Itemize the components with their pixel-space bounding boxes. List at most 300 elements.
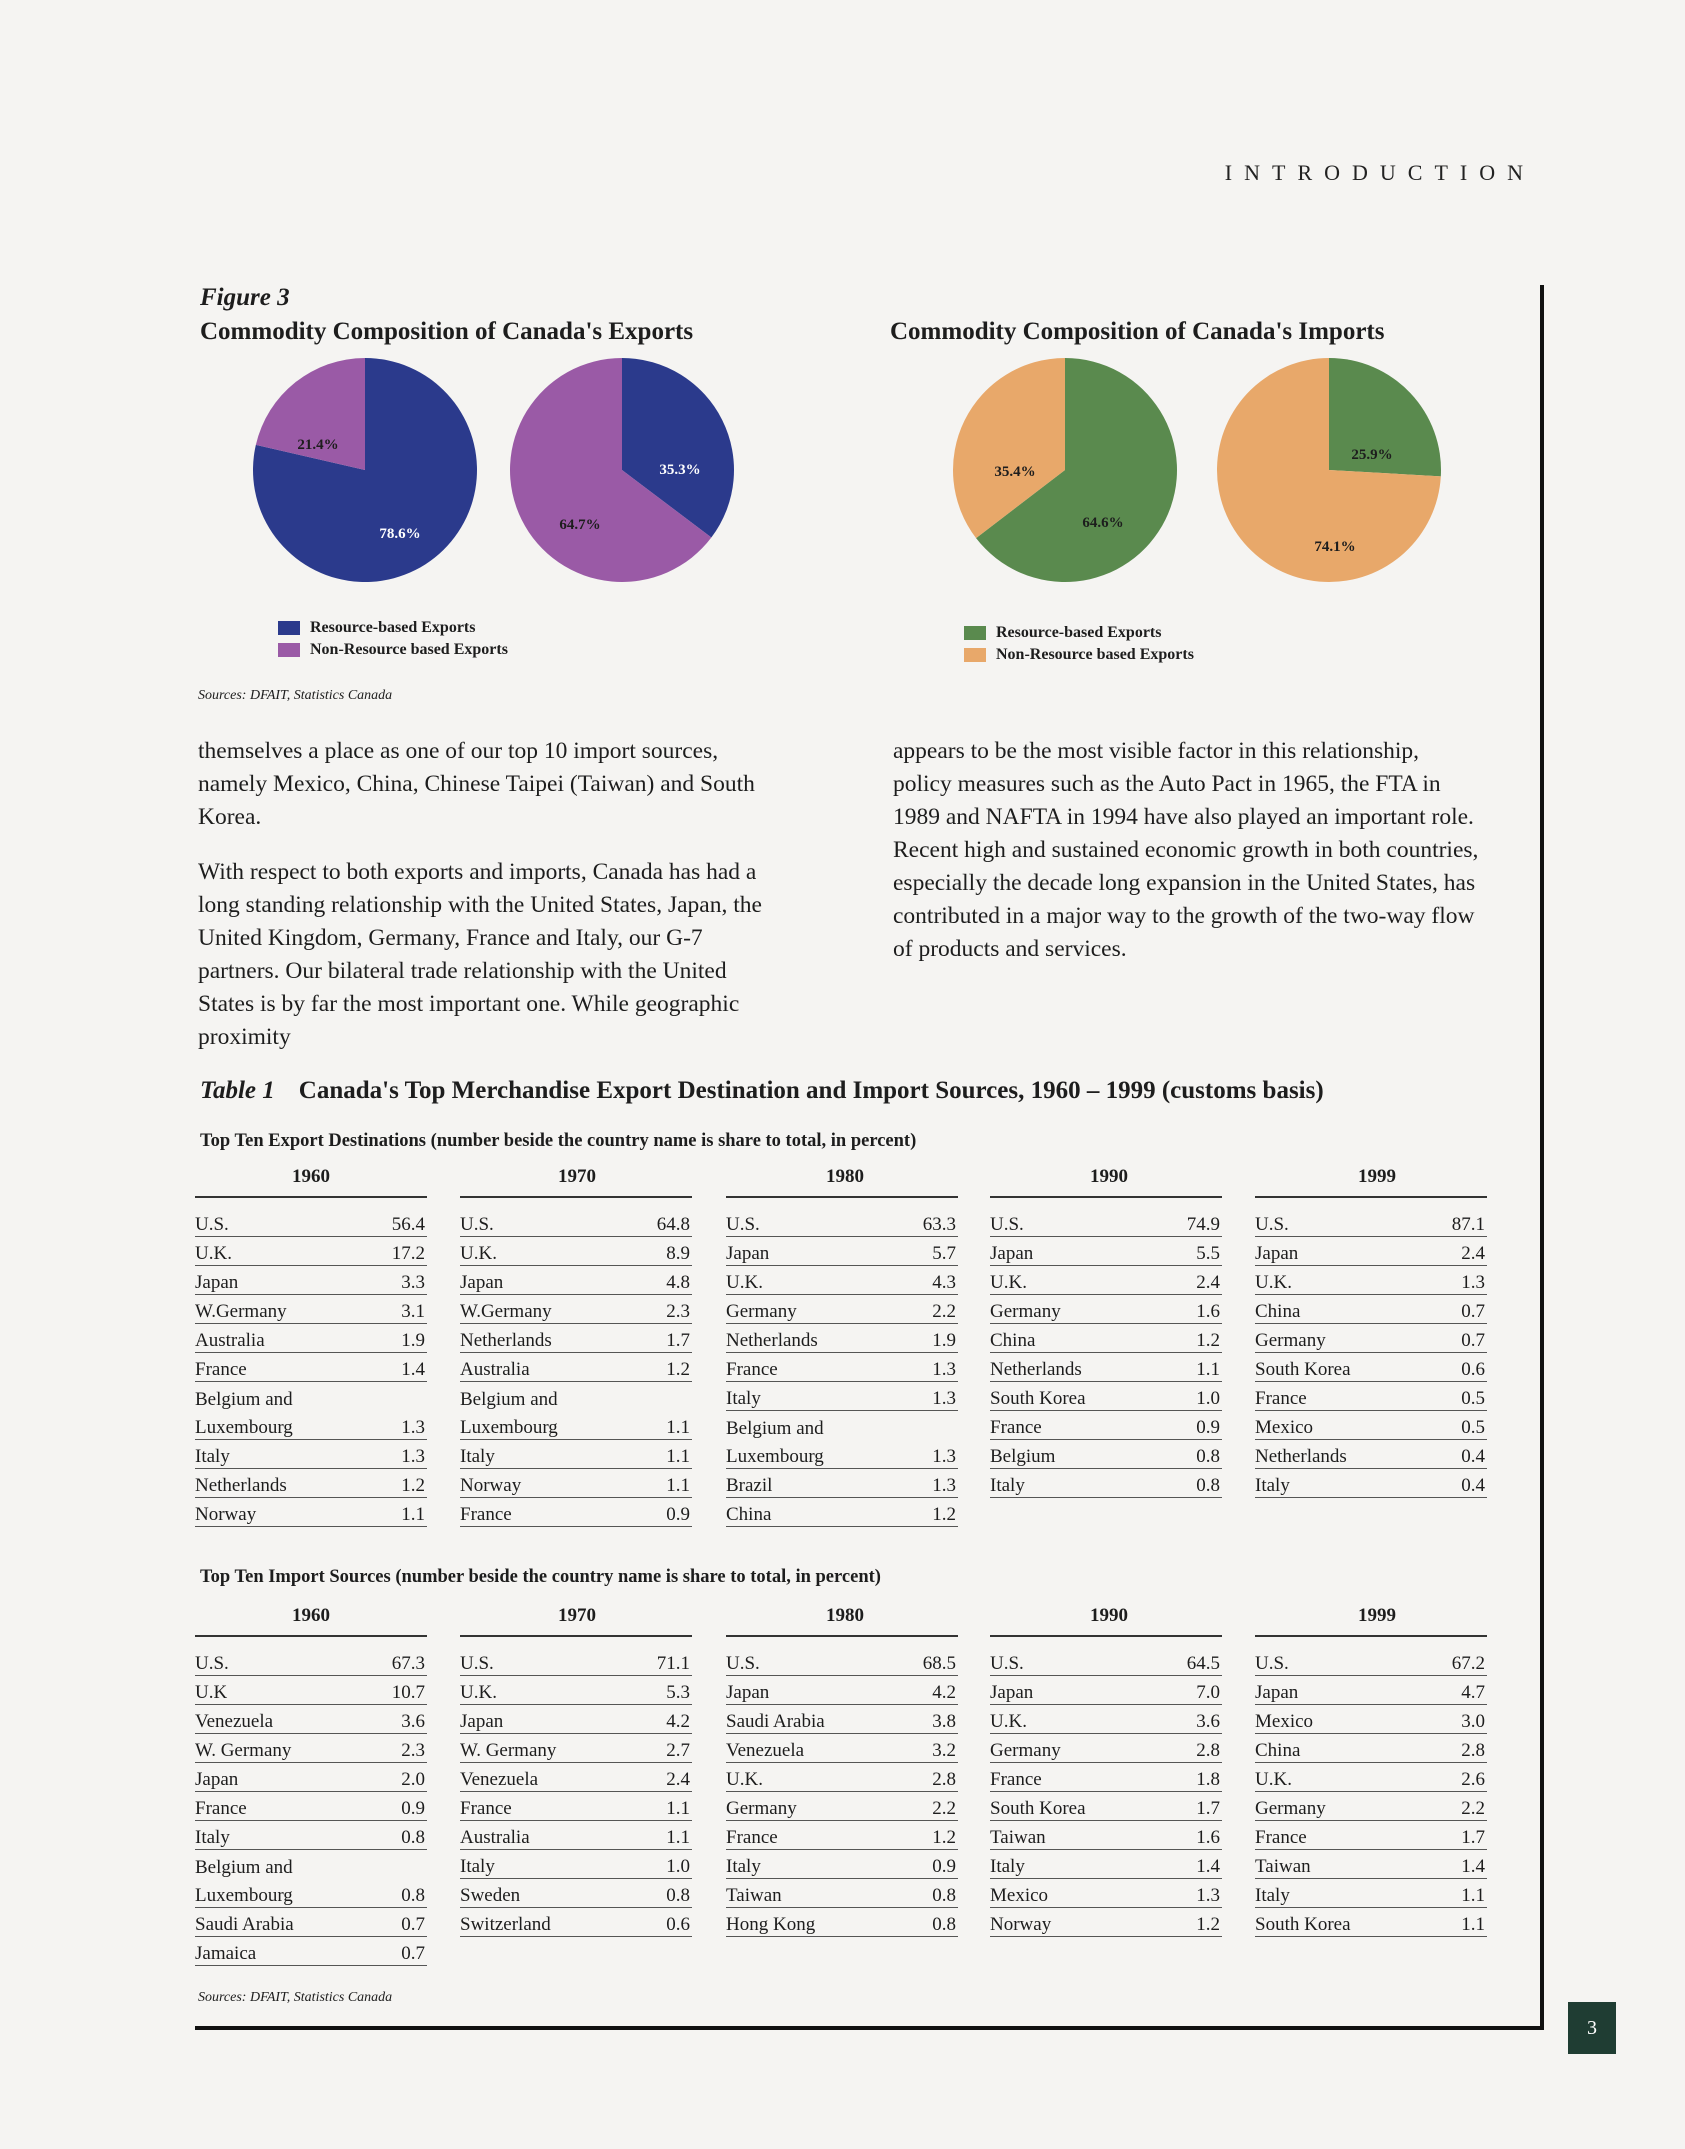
country-name: Taiwan [1255,1856,1311,1877]
share-value: 1.1 [401,1504,425,1525]
share-value: 0.6 [666,1914,690,1935]
legend-label: Non-Resource based Exports [996,646,1194,663]
table-row [1255,1353,1487,1382]
year-underline [726,1196,958,1198]
country-name: Italy [1255,1475,1290,1496]
country-name: Luxembourg [195,1417,293,1438]
table-row [726,1382,958,1411]
table-column-1960 [195,1647,427,1966]
table-row [195,1208,427,1237]
year-underline [1255,1635,1487,1637]
share-value: 1.7 [1461,1827,1485,1848]
body-text-left [198,735,778,1076]
country-name: South Korea [1255,1914,1351,1935]
table-row [726,1763,958,1792]
share-value: 4.2 [932,1682,956,1703]
table-row [1255,1411,1487,1440]
share-value: 1.1 [666,1475,690,1496]
legend-swatch [278,621,300,635]
year-underline [990,1635,1222,1637]
table-sources: Sources: DFAIT, Statistics Canada [198,1990,393,2005]
legend-item-resource [278,617,508,639]
country-name: U.S. [195,1214,229,1235]
share-value: 3.8 [932,1711,956,1732]
imports-pie-1999 [1217,358,1441,582]
table-row [195,1821,427,1850]
share-value: 2.8 [1461,1740,1485,1761]
country-name: France [195,1359,247,1380]
country-name: Japan [1255,1682,1299,1703]
country-name: Italy [1255,1885,1290,1906]
legend-item-nonresource [964,644,1194,666]
table-row [726,1469,958,1498]
share-value: 3.6 [1196,1711,1220,1732]
country-name: U.S. [1255,1653,1289,1674]
share-value: 63.3 [922,1214,956,1235]
country-name: W.Germany [460,1301,552,1322]
table-row [195,1792,427,1821]
country-name: Switzerland [460,1914,551,1935]
imports-pie-1971 [953,358,1177,582]
share-value: 2.2 [932,1798,956,1819]
country-name: Saudi Arabia [195,1914,294,1935]
share-value: 1.3 [1461,1272,1485,1293]
table-row [726,1676,958,1705]
year-header: 1980 [826,1605,864,1626]
country-name: Japan [990,1682,1034,1703]
share-value: 2.4 [666,1769,690,1790]
country-name: Italy [195,1827,230,1848]
legend-label: Resource-based Exports [996,624,1162,641]
table-row [1255,1879,1487,1908]
year-underline [726,1635,958,1637]
share-value: 4.3 [932,1272,956,1293]
table-row [460,1879,692,1908]
country-name: China [726,1504,772,1525]
table-row [990,1411,1222,1440]
year-underline [195,1196,427,1198]
table-row [990,1676,1222,1705]
country-name: U.K. [460,1682,497,1703]
table-row [726,1821,958,1850]
table-row [1255,1676,1487,1705]
table-row [726,1411,958,1440]
share-value: 1.0 [1196,1388,1220,1409]
table-row [726,1908,958,1937]
table-row [1255,1647,1487,1676]
table-row [460,1208,692,1237]
country-name: Netherlands [460,1330,552,1351]
country-name: Germany [1255,1330,1326,1351]
share-value: 0.5 [1461,1417,1485,1438]
country-name: South Korea [990,1388,1086,1409]
table-row [460,1676,692,1705]
share-value: 0.8 [401,1885,425,1906]
year-underline [195,1635,427,1637]
table-column-1999 [1255,1647,1487,1937]
country-name: W. Germany [195,1740,292,1761]
table-row [990,1908,1222,1937]
country-name: France [990,1417,1042,1438]
table-row [460,1705,692,1734]
table-label: Table 1 [200,1077,275,1104]
country-name: Venezuela [195,1711,274,1732]
table-row [1255,1763,1487,1792]
table-row [726,1792,958,1821]
imports-legend [964,622,1194,666]
country-name: Japan [1255,1243,1299,1264]
share-value: 0.7 [1461,1301,1485,1322]
table-row [1255,1792,1487,1821]
table-row [195,1879,427,1908]
year-header: 1980 [826,1166,864,1187]
share-value: 1.3 [932,1388,956,1409]
share-value: 1.2 [401,1475,425,1496]
legend-label: Resource-based Exports [310,619,476,636]
table-row [1255,1440,1487,1469]
share-value: 10.7 [391,1682,425,1703]
table-row [195,1295,427,1324]
table-row [460,1498,692,1527]
table-row [1255,1908,1487,1937]
table-row [460,1908,692,1937]
country-name: Netherlands [990,1359,1082,1380]
share-value: 1.3 [401,1417,425,1438]
table-row [195,1411,427,1440]
table-row [1255,1295,1487,1324]
export-destinations-subtitle: Top Ten Export Destinations (number beside the country name is share to total, in percent) [200,1131,917,1151]
share-value: 1.0 [666,1856,690,1877]
country-name: Belgium and [195,1389,293,1410]
share-value: 5.3 [666,1682,690,1703]
table-row [990,1266,1222,1295]
figure-sources: Sources: DFAIT, Statistics Canada [198,688,393,703]
table-row [990,1353,1222,1382]
share-value: 1.2 [1196,1914,1220,1935]
table-row [990,1763,1222,1792]
share-value: 2.7 [666,1740,690,1761]
country-name: Taiwan [726,1885,782,1906]
share-value: 4.2 [666,1711,690,1732]
country-name: South Korea [1255,1359,1351,1380]
country-name: Germany [990,1301,1061,1322]
share-value: 3.2 [932,1740,956,1761]
table-row [990,1879,1222,1908]
country-name: U.K. [460,1243,497,1264]
table-row [990,1295,1222,1324]
year-header: 1970 [558,1166,596,1187]
table-row [726,1266,958,1295]
table-row [195,1763,427,1792]
table-row [726,1295,958,1324]
country-name: Belgium [990,1446,1056,1467]
section-header: INTRODUCTION [1224,160,1535,185]
country-name: U.K. [195,1243,232,1264]
country-name: Jamaica [195,1943,257,1964]
share-value: 1.6 [1196,1827,1220,1848]
country-name: France [1255,1388,1307,1409]
table-row [195,1440,427,1469]
table-row [1255,1469,1487,1498]
table-row [460,1411,692,1440]
country-name: Luxembourg [460,1417,558,1438]
table-column-1990 [990,1208,1222,1498]
country-name: Norway [990,1914,1052,1935]
share-value: 8.9 [666,1243,690,1264]
country-name: Venezuela [460,1769,539,1790]
share-value: 1.1 [1196,1359,1220,1380]
table-row [460,1440,692,1469]
country-name: South Korea [990,1798,1086,1819]
table-row [195,1498,427,1527]
country-name: Italy [460,1856,495,1877]
country-name: U.S. [460,1653,494,1674]
table-row [460,1734,692,1763]
share-value: 2.2 [1461,1798,1485,1819]
pie-slice-label: 64.7% [559,517,601,533]
table-row [726,1324,958,1353]
share-value: 2.2 [932,1301,956,1322]
legend-swatch [964,648,986,662]
share-value: 56.4 [391,1214,425,1235]
year-underline [460,1196,692,1198]
country-name: Japan [195,1272,239,1293]
country-name: Belgium and [195,1857,293,1878]
exports-pie-1971 [253,358,477,582]
table-row [726,1850,958,1879]
share-value: 0.4 [1461,1446,1485,1467]
year-header: 1960 [292,1166,330,1187]
table-row [195,1937,427,1966]
pie-slice-label: 64.6% [1082,515,1124,531]
share-value: 64.5 [1186,1653,1220,1674]
country-name: W.Germany [195,1301,287,1322]
legend-label: Non-Resource based Exports [310,641,508,658]
share-value: 1.4 [401,1359,425,1380]
country-name: Netherlands [1255,1446,1347,1467]
pie-slice-label: 74.1% [1314,539,1356,555]
share-value: 1.4 [1461,1856,1485,1877]
share-value: 1.1 [666,1827,690,1848]
year-header: 1960 [292,1605,330,1626]
share-value: 1.9 [932,1330,956,1351]
share-value: 67.2 [1451,1653,1485,1674]
year-underline [990,1196,1222,1198]
share-value: 0.4 [1461,1475,1485,1496]
country-name: U.K. [990,1272,1027,1293]
table-row [990,1850,1222,1879]
table-row [460,1647,692,1676]
share-value: 2.4 [1461,1243,1485,1264]
share-value: 64.8 [656,1214,690,1235]
legend-swatch [278,643,300,657]
year-underline [460,1635,692,1637]
table-row [460,1353,692,1382]
country-name: Italy [460,1446,495,1467]
paragraph: themselves a place as one of our top 10 import sources, namely Mexico, China, Chinese Taipei (Taiwan) and South Korea. [198,738,755,830]
imports-figure-title: Commodity Composition of Canada's Imports [890,318,1385,345]
table-row [195,1237,427,1266]
table-row [195,1382,427,1411]
country-name: U.S. [726,1214,760,1235]
table-row [990,1647,1222,1676]
share-value: 0.8 [1196,1446,1220,1467]
share-value: 5.7 [932,1243,956,1264]
country-name: Germany [990,1740,1061,1761]
country-name: Japan [195,1769,239,1790]
table-row [195,1266,427,1295]
country-name: Mexico [1255,1711,1314,1732]
share-value: 1.7 [666,1330,690,1351]
share-value: 2.3 [666,1301,690,1322]
share-value: 0.7 [401,1943,425,1964]
table-row [990,1792,1222,1821]
country-name: Japan [726,1682,770,1703]
share-value: 1.2 [932,1827,956,1848]
country-name: Italy [990,1475,1025,1496]
country-name: Japan [990,1243,1034,1264]
country-name: Norway [195,1504,257,1525]
share-value: 2.6 [1461,1769,1485,1790]
country-name: Luxembourg [195,1885,293,1906]
table-row [1255,1705,1487,1734]
share-value: 1.1 [666,1798,690,1819]
table-row [990,1324,1222,1353]
table-row [460,1324,692,1353]
year-underline [1255,1196,1487,1198]
share-value: 0.9 [401,1798,425,1819]
country-name: Norway [460,1475,522,1496]
share-value: 1.3 [932,1475,956,1496]
table-column-1990 [990,1647,1222,1937]
pie-slice-label: 35.3% [659,462,701,478]
country-name: Mexico [990,1885,1049,1906]
year-header: 1970 [558,1605,596,1626]
share-value: 68.5 [922,1653,956,1674]
country-name: U.K. [990,1711,1027,1732]
share-value: 1.3 [932,1359,956,1380]
table-row [195,1353,427,1382]
exports-figure-title: Commodity Composition of Canada's Exports [200,318,694,345]
share-value: 5.5 [1196,1243,1220,1264]
table-row [990,1237,1222,1266]
table-row [1255,1324,1487,1353]
share-value: 3.0 [1461,1711,1485,1732]
share-value: 1.8 [1196,1769,1220,1790]
country-name: Luxembourg [726,1446,824,1467]
country-name: China [1255,1301,1301,1322]
table-row [1255,1821,1487,1850]
country-name: U.K. [1255,1769,1292,1790]
share-value: 1.3 [1196,1885,1220,1906]
share-value: 3.3 [401,1272,425,1293]
country-name: Italy [990,1856,1025,1877]
table-column-1960 [195,1208,427,1527]
table-row [726,1705,958,1734]
pie-slice-label: 21.4% [297,437,339,453]
country-name: Australia [195,1330,265,1351]
year-header: 1999 [1358,1166,1396,1187]
table-row [195,1850,427,1879]
table-column-1970 [460,1208,692,1527]
table-row [726,1440,958,1469]
table-row [1255,1382,1487,1411]
country-name: U.S. [990,1214,1024,1235]
paragraph: With respect to both exports and imports, Canada has had a long standing relationship with the United States, Japan, the United Kingdom, Germany, France and Italy, our G-7 partners. Our bilateral trade relationship with the United States is by far the most important one. While geographic proximity [198,859,762,1050]
table-row [460,1469,692,1498]
table-row [726,1498,958,1527]
share-value: 1.3 [401,1446,425,1467]
share-value: 1.4 [1196,1856,1220,1877]
import-sources-subtitle: Top Ten Import Sources (number beside the country name is share to total, in percent) [200,1567,881,1587]
country-name: Netherlands [195,1475,287,1496]
share-value: 0.8 [932,1914,956,1935]
country-name: France [460,1798,512,1819]
share-value: 2.8 [1196,1740,1220,1761]
table-row [1255,1266,1487,1295]
country-name: Japan [460,1711,504,1732]
share-value: 0.9 [932,1856,956,1877]
country-name: W. Germany [460,1740,557,1761]
country-name: France [726,1359,778,1380]
country-name: Italy [726,1388,761,1409]
country-name: Netherlands [726,1330,818,1351]
table-row [990,1208,1222,1237]
share-value: 1.2 [666,1359,690,1380]
share-value: 0.8 [1196,1475,1220,1496]
country-name: U.S. [990,1653,1024,1674]
table-row [460,1821,692,1850]
share-value: 1.1 [666,1417,690,1438]
table-row [1255,1850,1487,1879]
table-row [1255,1734,1487,1763]
table-row [990,1821,1222,1850]
table-row [990,1705,1222,1734]
share-value: 0.8 [401,1827,425,1848]
country-name: France [1255,1827,1307,1848]
country-name: U.S. [726,1653,760,1674]
table-row [460,1382,692,1411]
country-name: Australia [460,1359,530,1380]
share-value: 74.9 [1186,1214,1220,1235]
pie-charts [0,0,1685,700]
body-text-right [893,735,1483,988]
share-value: 0.7 [1461,1330,1485,1351]
year-header: 1990 [1090,1166,1128,1187]
share-value: 1.1 [1461,1914,1485,1935]
table-title-text: Canada's Top Merchandise Export Destination and Import Sources, 1960 – 1999 (customs basis) [298,1077,1324,1104]
country-name: Germany [1255,1798,1326,1819]
share-value: 67.3 [391,1653,425,1674]
share-value: 1.9 [401,1330,425,1351]
country-name: Taiwan [990,1827,1046,1848]
share-value: 3.1 [401,1301,425,1322]
share-value: 1.2 [1196,1330,1220,1351]
country-name: U.S. [195,1653,229,1674]
share-value: 3.6 [401,1711,425,1732]
share-value: 1.1 [666,1446,690,1467]
legend-swatch [964,626,986,640]
share-value: 4.8 [666,1272,690,1293]
table-row [990,1734,1222,1763]
share-value: 0.7 [401,1914,425,1935]
country-name: Venezuela [726,1740,805,1761]
exports-pie-1999 [510,358,734,582]
country-name: Sweden [460,1885,521,1906]
table-row [726,1879,958,1908]
table-column-1999 [1255,1208,1487,1498]
figure-label: Figure 3 [200,284,290,311]
